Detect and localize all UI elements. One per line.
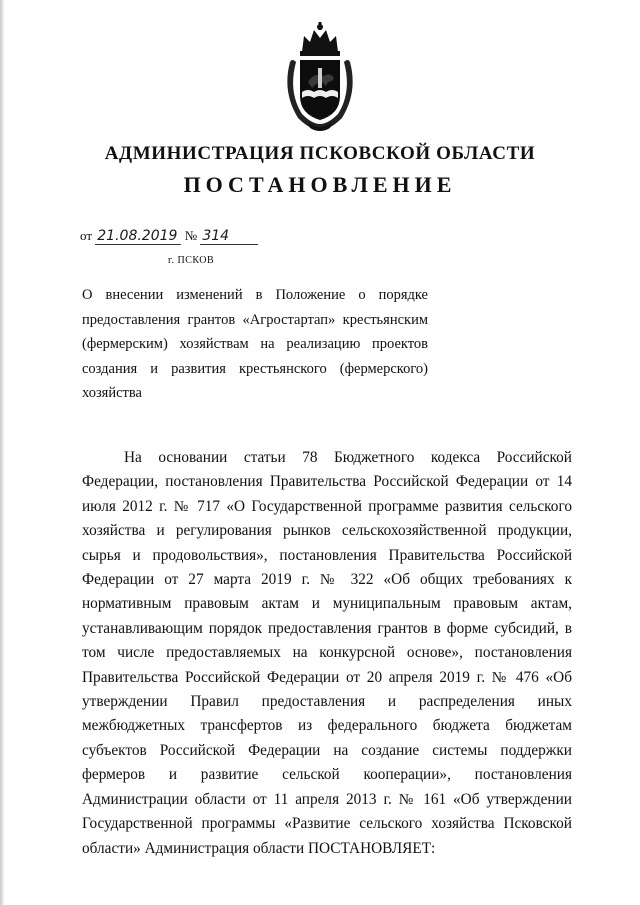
date-number-line [80,228,258,245]
number-value: 314 [200,228,258,245]
date-prefix: от [80,228,93,243]
organization-name: АДМИНИСТРАЦИЯ ПСКОВСКОЙ ОБЛАСТИ [104,143,536,164]
pskov-coat-of-arms-icon [278,22,362,132]
document-title: О внесении изменений в Положение о порядке предоставления грантов «Агростартап» крестьянским (фермерским) хозяйствам на реализацию проектов создания и развития крестьянского (фермерского) хозяйства [82,287,428,401]
preamble-paragraph: На основании статьи 78 Бюджетного кодекса Российской Федерации, постановления Правительства Российской Федерации от 14 июля 2012 г. № 717 «О Государственной программе развития сельского хозяйства и регулирования рынков сельскохозяйственной продукции, сырья и продовольствия», постановления Правительства Российской Федерации от 27 марта 2019 г. № 322 «Об общих требованиях к нормативным правовым актам и муниципальным правовым актам, устанавливающим порядок предоставления грантов в форме субсидий, в том числе предоставляемых на конкурсной основе», постановления Правительства Российской Федерации от 20 апреля 2019 г. № 476 «Об утверждении Правил предоставления и распределения иных межбюджетных трансфертов из федерального бюджета бюджетам субъектов Российской Федерации на создание системы поддержки фермеров и развитие сельской кооперации», постановления Администрации области от 11 апреля 2013 г. № 161 «Об утверждении Государственной программы «Развитие сельского хозяйства Псковской области» Администрация области ПОСТАНОВЛЯЕТ: [82,449,572,857]
date-value: 21.08.2019 [95,228,181,245]
scan-edge [0,0,4,905]
document-type: ПОСТАНОВЛЕНИЕ [183,172,457,197]
city-label: г. ПСКОВ [168,255,215,266]
number-prefix: № [184,228,198,243]
